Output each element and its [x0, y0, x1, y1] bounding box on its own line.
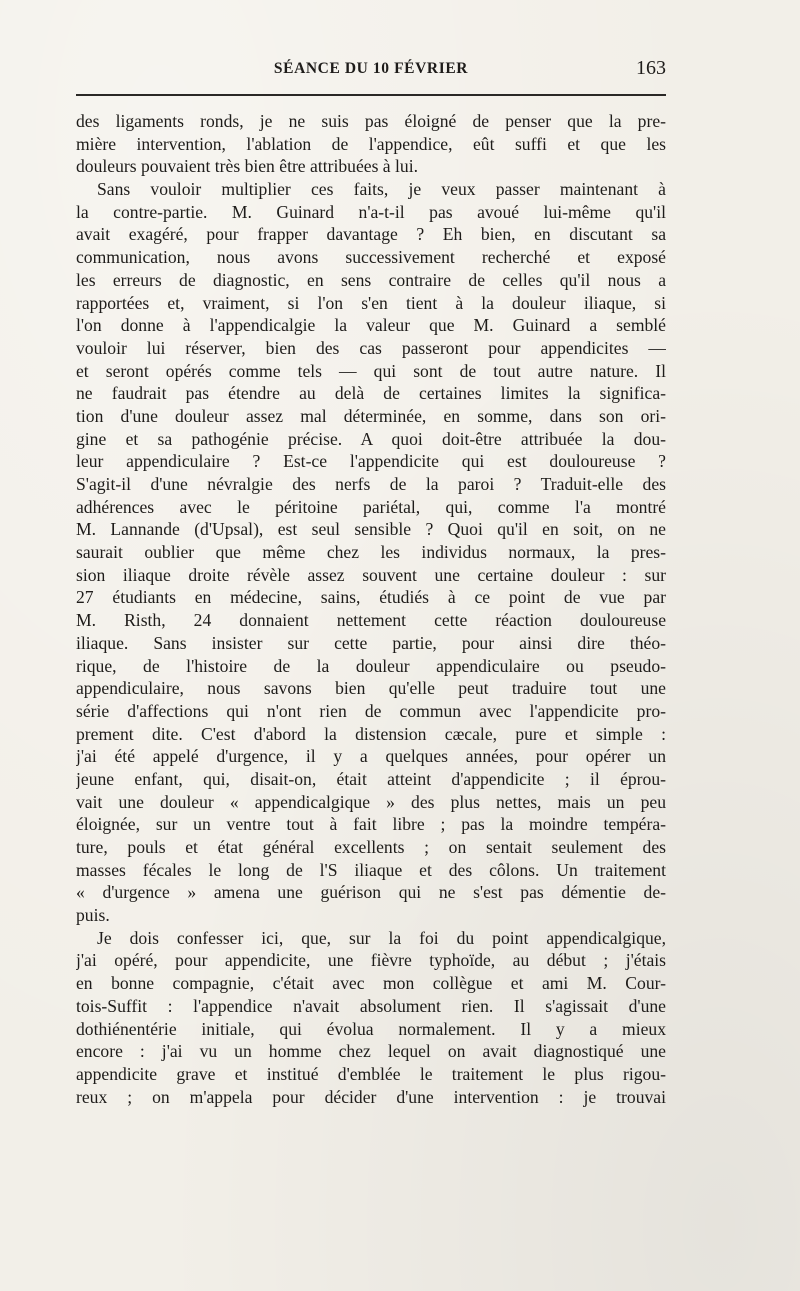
text-line: mière intervention, l'ablation de l'appendice, eût suffi et que les	[76, 133, 666, 154]
text-line: les erreurs de diagnostic, en sens contraire de celles qu'il nous a	[76, 269, 666, 290]
text-line: l'on donne à l'appendicalgie la valeur que M. Guinard a semblé	[76, 315, 666, 336]
text-line: masses fécales le long de l'S iliaque et des côlons. Un traitement	[76, 859, 666, 880]
text-line: sion iliaque droite révèle assez souvent une certaine douleur : sur	[76, 564, 666, 585]
text-line: communication, nous avons successivement recherché et exposé	[76, 247, 666, 268]
text-line: M. Risth, 24 donnaient nettement cette réaction douloureuse	[76, 610, 666, 631]
text-line: en bonne compagnie, c'était avec mon collègue et ami M. Cour-	[76, 973, 666, 994]
text-line: douleurs pouvaient très bien être attribuées à lui.	[76, 156, 418, 177]
text-line: j'ai été appelé d'urgence, il y a quelques années, pour opérer un	[76, 746, 666, 767]
text-line: iliaque. Sans insister sur cette partie, pour ainsi dire théo-	[76, 632, 666, 653]
text-line: avait exagéré, pour frapper davantage ? Eh bien, en discutant sa	[76, 224, 666, 245]
running-title: SÉANCE DU 10 FÉVRIER	[273, 60, 469, 77]
text-line: la contre-partie. M. Guinard n'a-t-il pas avoué lui-même qu'il	[76, 201, 666, 222]
text-line: encore : j'ai vu un homme chez lequel on avait diagnostiqué une	[76, 1041, 666, 1062]
text-line: des ligaments ronds, je ne suis pas éloigné de penser que la pre-	[76, 111, 666, 131]
text-line: série d'affections qui n'ont rien de commun avec l'appendicite pro-	[76, 700, 666, 721]
text-line: leur appendiculaire ? Est-ce l'appendicite qui est douloureuse ?	[76, 451, 666, 472]
text-line: tion d'une douleur assez mal déterminée, en somme, dans son ori-	[76, 405, 666, 426]
header-rule	[76, 94, 666, 96]
text-line: M. Lannande (d'Upsal), est seul sensible ? Quoi qu'il en soit, on ne	[76, 519, 666, 540]
text-line: ture, pouls et état général excellents ; on sentait seulement des	[76, 837, 666, 857]
text-line: puis.	[76, 905, 110, 926]
text-line: rapportées et, vraiment, si l'on s'en tient à la douleur iliaque, si	[76, 292, 666, 313]
text-line: tois-Suffit : l'appendice n'avait absolument rien. Il s'agissait d'une	[76, 995, 666, 1016]
text-line: Je dois confesser ici, que, sur la foi du point appendicalgique,	[97, 927, 666, 948]
text-line: S'agit-il d'une névralgie des nerfs de la paroi ? Traduit-elle des	[76, 474, 666, 494]
text-line: reux ; on m'appela pour décider d'une intervention : je trouvai	[76, 1086, 666, 1107]
text-line: « d'urgence » amena une guérison qui ne s'est pas démentie de-	[76, 882, 666, 903]
text-line: vouloir lui réserver, bien des cas passeront pour appendicites —	[76, 337, 666, 358]
running-head	[76, 56, 666, 84]
text-line: dothiénentérie initiale, qui évolua normalement. Il y a mieux	[76, 1018, 666, 1039]
text-line: vait une douleur « appendicalgique » des plus nettes, mais un peu	[76, 791, 666, 812]
text-line: adhérences avec le péritoine pariétal, qui, comme l'a montré	[76, 496, 666, 517]
text-line: appendiculaire, nous savons bien qu'elle peut traduire tout une	[76, 678, 666, 699]
text-line: gine et sa pathogénie précise. A quoi doit-être attribuée la dou-	[76, 428, 666, 449]
text-line: Sans vouloir multiplier ces faits, je veux passer maintenant à	[97, 179, 666, 200]
text-line: 27 étudiants en médecine, sains, étudiés à ce point de vue par	[76, 587, 666, 608]
text-line: prement dite. C'est d'abord la distension cæcale, pure et simple :	[76, 723, 666, 744]
text-line: jeune enfant, qui, disait-on, était atteint d'appendicite ; il éprou-	[76, 768, 666, 789]
page-number: 163	[636, 57, 666, 79]
text-line: j'ai opéré, pour appendicite, une fièvre typhoïde, au début ; j'étais	[76, 950, 666, 971]
text-line: saurait oublier que même chez les individus normaux, la pres-	[76, 542, 666, 563]
text-line: éloignée, sur un ventre tout à fait libre ; pas la moindre tempéra-	[76, 814, 666, 835]
body-text	[76, 110, 666, 1108]
text-line: ne faudrait pas étendre au delà de certaines limites la significa-	[76, 383, 666, 404]
text-line: rique, de l'histoire de la douleur appendiculaire ou pseudo-	[76, 655, 666, 676]
text-line: appendicite grave et institué d'emblée le traitement le plus rigou-	[76, 1063, 666, 1084]
text-line: et seront opérés comme tels — qui sont de tout autre nature. Il	[76, 360, 666, 381]
